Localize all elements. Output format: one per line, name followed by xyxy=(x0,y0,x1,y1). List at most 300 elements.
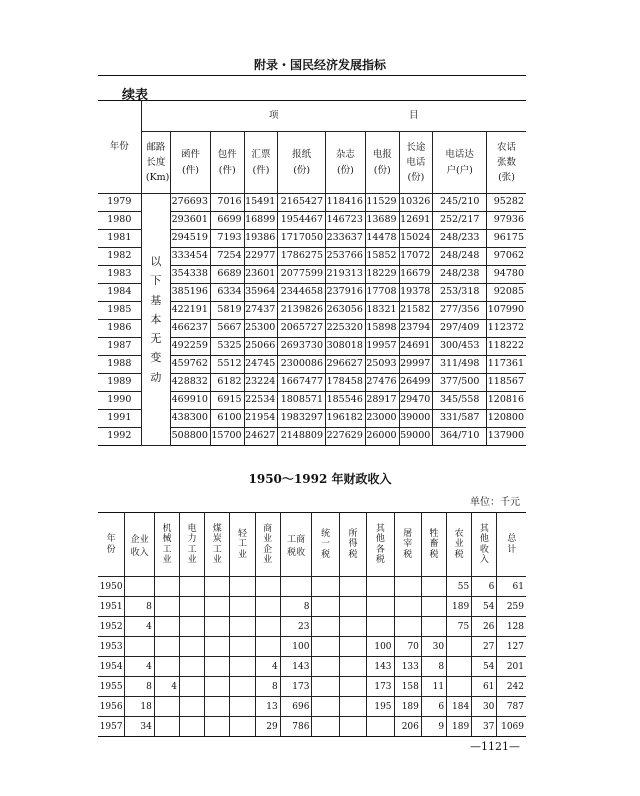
table-cell: 133 xyxy=(394,657,421,677)
table-cell xyxy=(394,617,421,637)
fiscal-revenue-table xyxy=(98,512,526,737)
cell-year: 1979 xyxy=(98,194,141,212)
table-cell: 308018 xyxy=(326,338,366,356)
col-header-other-tax: 其他各税 xyxy=(367,513,394,577)
table-cell xyxy=(180,637,205,657)
table-cell xyxy=(339,597,366,617)
table-cell: 94780 xyxy=(487,266,526,284)
table-cell xyxy=(125,577,155,597)
table-cell: 9 xyxy=(421,717,446,737)
col-header-total: 总计 xyxy=(497,513,526,577)
table-cell: 253/318 xyxy=(433,284,487,302)
col-header-parcels: 包件(件) xyxy=(210,132,244,194)
table-cell xyxy=(312,657,339,677)
table-cell xyxy=(394,577,421,597)
col-header-other-income: 其他收入 xyxy=(472,513,497,577)
table-cell: 137900 xyxy=(487,428,526,446)
table-cell xyxy=(447,637,472,657)
table-cell xyxy=(180,657,205,677)
table-cell xyxy=(154,597,179,617)
table-cell: 22534 xyxy=(244,392,278,410)
table-cell: 259 xyxy=(497,597,526,617)
table-cell: 233637 xyxy=(326,230,366,248)
table-cell: 185546 xyxy=(326,392,366,410)
table-cell: 13 xyxy=(255,697,280,717)
cell-year: 1987 xyxy=(98,338,141,356)
table-cell: 23000 xyxy=(365,410,399,428)
col-header-commerce: 商业企业 xyxy=(255,513,280,577)
table-cell: 206 xyxy=(394,717,421,737)
table-cell xyxy=(339,617,366,637)
table-cell: 1069 xyxy=(497,717,526,737)
table-cell: 15491 xyxy=(244,194,278,212)
table-cell: 26 xyxy=(472,617,497,637)
table-cell xyxy=(255,637,280,657)
table-cell xyxy=(125,637,155,657)
table-cell: 7193 xyxy=(210,230,244,248)
table-cell: 2693730 xyxy=(278,338,326,356)
table-cell: 95282 xyxy=(487,194,526,212)
table-cell: 117361 xyxy=(487,356,526,374)
table-cell: 469910 xyxy=(171,392,211,410)
table-cell: 1983297 xyxy=(278,410,326,428)
col-header-long-distance: 长途电话(份) xyxy=(399,132,433,194)
table-cell: 297/409 xyxy=(433,320,487,338)
cell-year: 1957 xyxy=(98,717,125,737)
table-cell: 696 xyxy=(280,697,312,717)
cell-year: 1980 xyxy=(98,212,141,230)
table-cell xyxy=(339,677,366,697)
table-cell xyxy=(255,597,280,617)
table-cell: 128 xyxy=(497,617,526,637)
table-cell: 248/233 xyxy=(433,230,487,248)
table-cell: 184 xyxy=(447,697,472,717)
table-cell: 24745 xyxy=(244,356,278,374)
table-cell xyxy=(339,637,366,657)
table-cell: 120816 xyxy=(487,392,526,410)
table-cell xyxy=(154,657,179,677)
table-cell xyxy=(230,677,255,697)
col-header-agri-tax: 农业税 xyxy=(447,513,472,577)
table-cell: 422191 xyxy=(171,302,211,320)
table-cell: 345/558 xyxy=(433,392,487,410)
cell-year: 1981 xyxy=(98,230,141,248)
table-cell: 300/453 xyxy=(433,338,487,356)
table-cell: 29997 xyxy=(399,356,433,374)
cell-year: 1954 xyxy=(98,657,125,677)
table-cell: 158 xyxy=(394,677,421,697)
table-cell: 195 xyxy=(367,697,394,717)
table-cell xyxy=(421,597,446,617)
table-cell: 19386 xyxy=(244,230,278,248)
table-cell xyxy=(339,657,366,677)
col-header-coal: 煤炭工业 xyxy=(205,513,230,577)
table-cell: 23 xyxy=(280,617,312,637)
table-cell: 1808571 xyxy=(278,392,326,410)
table-cell: 92085 xyxy=(487,284,526,302)
table-cell: 55 xyxy=(447,577,472,597)
table-cell: 364/710 xyxy=(433,428,487,446)
col-header-income: 所得税 xyxy=(339,513,366,577)
table-cell: 6 xyxy=(421,697,446,717)
table-cell: 25300 xyxy=(244,320,278,338)
table-cell: 17708 xyxy=(365,284,399,302)
table-cell: 24691 xyxy=(399,338,433,356)
table-cell: 97062 xyxy=(487,248,526,266)
col-header-enterprise: 企业收入 xyxy=(125,513,155,577)
table-cell xyxy=(447,677,472,697)
col-header-livestock: 牲畜税 xyxy=(421,513,446,577)
group-header-right: 目 xyxy=(409,109,419,121)
table-cell: 14478 xyxy=(365,230,399,248)
table-cell: 276693 xyxy=(171,194,211,212)
table-cell xyxy=(312,597,339,617)
table-cell xyxy=(230,577,255,597)
table-cell: 15024 xyxy=(399,230,433,248)
table-cell: 97936 xyxy=(487,212,526,230)
table-cell: 4 xyxy=(255,657,280,677)
cell-year: 1990 xyxy=(98,392,141,410)
col-header-newspapers: 报纸(份) xyxy=(278,132,326,194)
table-cell: 118567 xyxy=(487,374,526,392)
table-cell: 143 xyxy=(280,657,312,677)
table-cell: 2165427 xyxy=(278,194,326,212)
cell-year: 1951 xyxy=(98,597,125,617)
col-header-letters: 函件(件) xyxy=(171,132,211,194)
table-cell: 4 xyxy=(125,617,155,637)
table-cell: 18229 xyxy=(365,266,399,284)
table-cell: 22977 xyxy=(244,248,278,266)
table-cell: 29470 xyxy=(399,392,433,410)
table-cell: 26000 xyxy=(365,428,399,446)
table-cell: 296627 xyxy=(326,356,366,374)
table-cell: 173 xyxy=(280,677,312,697)
table-cell xyxy=(154,637,179,657)
table-cell: 385196 xyxy=(171,284,211,302)
table-cell xyxy=(255,617,280,637)
table-cell: 8 xyxy=(421,657,446,677)
running-header: 附录・国民经济发展指标 xyxy=(253,58,386,72)
col-header-mail-route: 邮路长度(Km) xyxy=(141,132,170,194)
col-header-phone-users: 电话达户(户) xyxy=(433,132,487,194)
table-cell xyxy=(230,717,255,737)
merged-note: 以下基本无变动 xyxy=(150,255,162,384)
table-cell: 28917 xyxy=(365,392,399,410)
table-cell: 61 xyxy=(497,577,526,597)
table-cell xyxy=(339,577,366,597)
table-cell xyxy=(447,657,472,677)
table-cell: 8 xyxy=(125,597,155,617)
table-cell xyxy=(154,697,179,717)
table-cell xyxy=(180,697,205,717)
table-cell: 26499 xyxy=(399,374,433,392)
table-row xyxy=(98,717,526,737)
cell-year: 1953 xyxy=(98,637,125,657)
table-cell xyxy=(205,637,230,657)
col-header-power: 电力工业 xyxy=(180,513,205,577)
table-cell: 245/210 xyxy=(433,194,487,212)
table-cell: 6182 xyxy=(210,374,244,392)
table-cell: 196182 xyxy=(326,410,366,428)
table-cell: 5667 xyxy=(210,320,244,338)
table-cell: 459762 xyxy=(171,356,211,374)
col-header-rural-phone: 农话张数(张) xyxy=(487,132,526,194)
table-cell xyxy=(312,577,339,597)
table-row xyxy=(98,637,526,657)
table-cell: 6699 xyxy=(210,212,244,230)
table-cell: 242 xyxy=(497,677,526,697)
table-cell: 27476 xyxy=(365,374,399,392)
cell-year: 1983 xyxy=(98,266,141,284)
table-cell xyxy=(230,637,255,657)
postal-telecom-table xyxy=(98,100,526,446)
cell-year: 1986 xyxy=(98,320,141,338)
table-cell: 37 xyxy=(472,717,497,737)
table-cell: 146723 xyxy=(326,212,366,230)
cell-year: 1950 xyxy=(98,577,125,597)
col-header-industrial-tax: 工商税收 xyxy=(280,513,312,577)
table-cell: 331/587 xyxy=(433,410,487,428)
table-cell: 118222 xyxy=(487,338,526,356)
table-cell xyxy=(205,617,230,637)
cell-year: 1956 xyxy=(98,697,125,717)
table-cell xyxy=(205,677,230,697)
table-cell: 293601 xyxy=(171,212,211,230)
cell-year: 1984 xyxy=(98,284,141,302)
table-cell: 248/248 xyxy=(433,248,487,266)
table-cell xyxy=(180,597,205,617)
fiscal-table-title: 1950～1992 年财政收入 xyxy=(248,472,392,486)
table-cell xyxy=(205,597,230,617)
table-cell: 75 xyxy=(447,617,472,637)
table-cell: 11529 xyxy=(365,194,399,212)
table-cell: 333454 xyxy=(171,248,211,266)
cell-year: 1985 xyxy=(98,302,141,320)
table-cell: 1667477 xyxy=(278,374,326,392)
table-cell xyxy=(255,577,280,597)
table-cell: 189 xyxy=(394,697,421,717)
cell-year: 1982 xyxy=(98,248,141,266)
table-cell: 354338 xyxy=(171,266,211,284)
table-row xyxy=(98,577,526,597)
table-cell xyxy=(205,697,230,717)
table-cell: 7254 xyxy=(210,248,244,266)
table-cell xyxy=(312,697,339,717)
cell-year: 1992 xyxy=(98,428,141,446)
table-cell: 35964 xyxy=(244,284,278,302)
table-cell: 25066 xyxy=(244,338,278,356)
table-cell: 11 xyxy=(421,677,446,697)
table-cell: 15700 xyxy=(210,428,244,446)
col-header-slaughter: 屠宰税 xyxy=(394,513,421,577)
cell-year: 1989 xyxy=(98,374,141,392)
cell-year: 1955 xyxy=(98,677,125,697)
table-cell: 786 xyxy=(280,717,312,737)
table-cell: 225320 xyxy=(326,320,366,338)
table-cell: 143 xyxy=(367,657,394,677)
table-cell: 492259 xyxy=(171,338,211,356)
table-cell: 4 xyxy=(154,677,179,697)
table-cell xyxy=(394,597,421,617)
table-cell: 178458 xyxy=(326,374,366,392)
table-cell: 7016 xyxy=(210,194,244,212)
table-row xyxy=(98,657,526,677)
table-cell: 17072 xyxy=(399,248,433,266)
table-cell: 61 xyxy=(472,677,497,697)
table-cell: 127 xyxy=(497,637,526,657)
group-header xyxy=(141,101,526,132)
table-cell: 5512 xyxy=(210,356,244,374)
table-cell: 6915 xyxy=(210,392,244,410)
table-cell: 8 xyxy=(280,597,312,617)
table-cell xyxy=(154,577,179,597)
col-header-telegrams: 电报(份) xyxy=(365,132,399,194)
table-cell: 15852 xyxy=(365,248,399,266)
table-cell: 112372 xyxy=(487,320,526,338)
table-cell: 263056 xyxy=(326,302,366,320)
continued-label: 续表 xyxy=(122,88,149,103)
col-header-machinery: 机械工业 xyxy=(154,513,179,577)
table-cell: 1717050 xyxy=(278,230,326,248)
table-cell: 12691 xyxy=(399,212,433,230)
table-cell: 787 xyxy=(497,697,526,717)
table-cell xyxy=(180,577,205,597)
table-cell: 29 xyxy=(255,717,280,737)
header-rule xyxy=(98,75,526,76)
table-cell xyxy=(154,717,179,737)
table-cell: 2139826 xyxy=(278,302,326,320)
merged-note-cell xyxy=(141,194,170,446)
table-cell: 25093 xyxy=(365,356,399,374)
table-cell: 30 xyxy=(421,637,446,657)
table-cell xyxy=(205,657,230,677)
table-cell: 294519 xyxy=(171,230,211,248)
table-cell xyxy=(312,637,339,657)
table-cell: 1786275 xyxy=(278,248,326,266)
table-row xyxy=(98,617,526,637)
table-cell: 96175 xyxy=(487,230,526,248)
col-header-year: 年份 xyxy=(98,513,125,577)
table-cell: 466237 xyxy=(171,320,211,338)
table-cell xyxy=(312,677,339,697)
table-cell: 377/500 xyxy=(433,374,487,392)
table-cell: 2065727 xyxy=(278,320,326,338)
table-cell: 438300 xyxy=(171,410,211,428)
table-cell: 219313 xyxy=(326,266,366,284)
table-cell: 18 xyxy=(125,697,155,717)
table-cell: 16899 xyxy=(244,212,278,230)
table-cell xyxy=(367,717,394,737)
table-cell: 173 xyxy=(367,677,394,697)
table-cell xyxy=(230,697,255,717)
table-cell: 59000 xyxy=(399,428,433,446)
table-cell: 201 xyxy=(497,657,526,677)
table-cell xyxy=(367,597,394,617)
table-cell: 2077599 xyxy=(278,266,326,284)
cell-year: 1988 xyxy=(98,356,141,374)
table-cell: 54 xyxy=(472,597,497,617)
table-cell: 237916 xyxy=(326,284,366,302)
table-cell: 189 xyxy=(447,717,472,737)
table-cell: 6334 xyxy=(210,284,244,302)
table-cell xyxy=(367,577,394,597)
table-cell: 6689 xyxy=(210,266,244,284)
table-cell: 107990 xyxy=(487,302,526,320)
table-cell: 508800 xyxy=(171,428,211,446)
group-header-left: 项 xyxy=(269,109,279,121)
table-cell xyxy=(421,617,446,637)
table-cell: 2344658 xyxy=(278,284,326,302)
unit-label: 单位：千元 xyxy=(470,497,520,508)
table-cell xyxy=(205,577,230,597)
table-cell xyxy=(180,617,205,637)
table-cell: 4 xyxy=(125,657,155,677)
table-cell xyxy=(367,617,394,637)
table-cell xyxy=(180,677,205,697)
table-cell: 311/498 xyxy=(433,356,487,374)
table-cell: 120800 xyxy=(487,410,526,428)
table-cell: 23794 xyxy=(399,320,433,338)
table-cell: 21954 xyxy=(244,410,278,428)
table-cell: 6100 xyxy=(210,410,244,428)
page-number: —1121— xyxy=(470,740,520,753)
col-header-remittance: 汇票(件) xyxy=(244,132,278,194)
table-cell: 189 xyxy=(447,597,472,617)
table-cell: 34 xyxy=(125,717,155,737)
table-cell: 227629 xyxy=(326,428,366,446)
table-cell: 118416 xyxy=(326,194,366,212)
table-cell: 70 xyxy=(394,637,421,657)
table-cell: 30 xyxy=(472,697,497,717)
table-cell: 428832 xyxy=(171,374,211,392)
table-row xyxy=(98,597,526,617)
col-header-light: 轻工业 xyxy=(230,513,255,577)
table-cell xyxy=(154,617,179,637)
cell-year: 1991 xyxy=(98,410,141,428)
table-cell: 13689 xyxy=(365,212,399,230)
table-cell: 5819 xyxy=(210,302,244,320)
table-cell: 39000 xyxy=(399,410,433,428)
table-cell: 248/238 xyxy=(433,266,487,284)
table-cell: 2300086 xyxy=(278,356,326,374)
table-cell: 6 xyxy=(472,577,497,597)
table-cell: 252/217 xyxy=(433,212,487,230)
table-cell xyxy=(312,617,339,637)
table-cell: 100 xyxy=(280,637,312,657)
table-cell xyxy=(339,717,366,737)
table-cell: 277/356 xyxy=(433,302,487,320)
table-cell xyxy=(180,717,205,737)
table-cell: 10326 xyxy=(399,194,433,212)
table-row xyxy=(98,677,526,697)
table-cell: 8 xyxy=(125,677,155,697)
table-cell: 8 xyxy=(255,677,280,697)
table-cell: 16679 xyxy=(399,266,433,284)
table-cell: 23224 xyxy=(244,374,278,392)
table-cell: 19378 xyxy=(399,284,433,302)
col-header-year: 年份 xyxy=(98,101,141,194)
table-row xyxy=(98,194,526,212)
table-cell: 23601 xyxy=(244,266,278,284)
table-cell: 100 xyxy=(367,637,394,657)
table-cell xyxy=(230,617,255,637)
col-header-magazines: 杂志(份) xyxy=(326,132,366,194)
table-cell: 19957 xyxy=(365,338,399,356)
table-cell xyxy=(421,577,446,597)
table-cell: 18321 xyxy=(365,302,399,320)
table-row xyxy=(98,697,526,717)
table-cell: 24627 xyxy=(244,428,278,446)
